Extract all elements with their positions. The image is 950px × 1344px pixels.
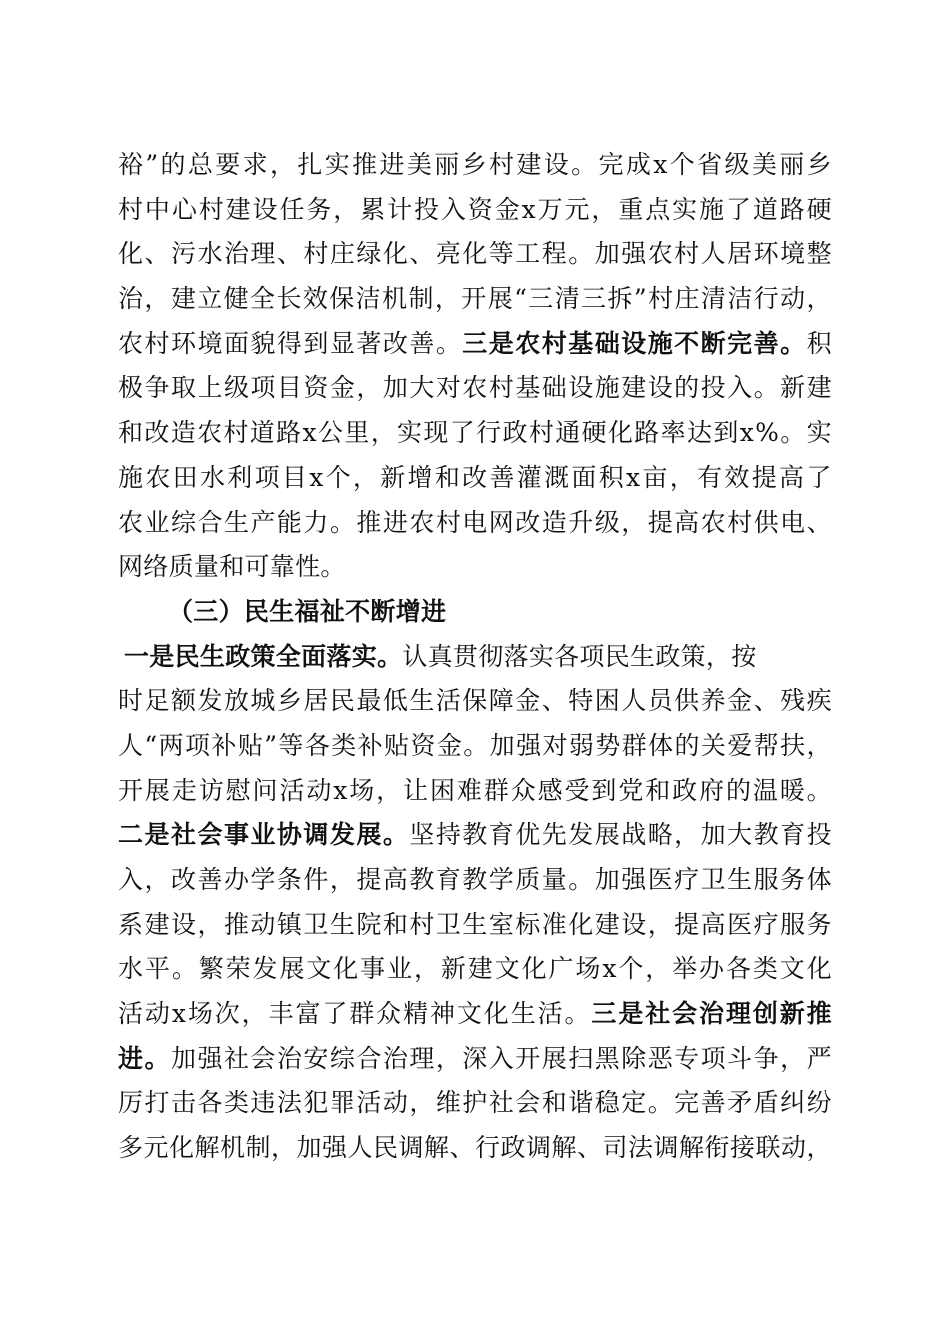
paragraph-line: 化 、 污 水 治 理 、 村 庄 绿 化 、 亮 化 等 工 程 。 加 强 农 村 人 居 环 境 整 [118,239,832,269]
paragraph-line [118,635,832,680]
document-body [118,143,832,1171]
paragraph-line: 极 争 取 上 级 项 目 资 金 ， 加 大 对 农 村 基 础 设 施 建 设 的 投 入 。 新 建 [118,373,832,403]
paragraph-line: 农 村 环 境 面 貌 得 到 显 著 改 善 。 三 是 农 村 基 础 设 施 不 断 完 善 。 积 [118,328,832,358]
paragraph-line: 二 是 社 会 事 业 协 调 发 展 。 坚 持 教 育 优 先 发 展 战 略 ， 加 大 教 育 投 [118,820,832,850]
text-run: 认真贯彻落实各项民生政策，按 [402,641,757,671]
paragraph-line: 村 中 心 村 建 设 任 务 ， 累 计 投 入 资 金 x 万 元 ， 重 点 实 施 了 道 路 硬 [118,194,832,224]
paragraph-line: 施 农 田 水 利 项 目 x 个 ， 新 增 和 改 善 灌 溉 面 积 x 亩 ， 有 效 提 高 了 [118,462,832,492]
text-run: 网络质量和可靠性。 [118,552,346,582]
paragraph-line: 裕 ” 的 总 要 求 ， 扎 实 推 进 美 丽 乡 村 建 设 。 完 成 x 个 省 级 美 丽 乡 [118,150,832,179]
paragraph-line: 开 展 走 访 慰 问 活 动 x 场 ， 让 困 难 群 众 感 受 到 党 和 政 府 的 温 暖 。 [118,775,832,805]
paragraph-line: 系 建 设 ， 推 动 镇 卫 生 院 和 村 卫 生 室 标 准 化 建 设 ， 提 高 医 疗 服 务 [118,909,832,939]
paragraph-line: 治 ， 建 立 健 全 长 效 保 洁 机 制 ， 开 展 “ 三 清 三 拆 ” 村 庄 清 洁 行 动 ， [118,284,832,314]
bold-lead-phrase: 一是民生政策全面落实。 [124,641,403,671]
paragraph-line: 水 平 。 繁 荣 发 展 文 化 事 业 ， 新 建 文 化 广 场 x 个 ， 举 办 各 类 文 化 [118,954,832,984]
paragraph-line: 多 元 化 解 机 制 ， 加 强 人 民 调 解 、 行 政 调 解 、 司 法 调 解 衔 接 联 动 ， [118,1133,832,1163]
paragraph-line: 厉 打 击 各 类 违 法 犯 罪 活 动 ， 维 护 社 会 和 谐 稳 定 。 完 善 矛 盾 纠 纷 [118,1088,832,1118]
paragraph-line: 人 “ 两 项 补 贴 ” 等 各 类 补 贴 资 金 。 加 强 对 弱 势 群 体 的 关 爱 帮 扶 ， [118,730,832,760]
bold-lead-phrase: （三）民生福祉不断增进 [168,596,447,626]
paragraph-line: 活 动 x 场 次 ， 丰 富 了 群 众 精 神 文 化 生 活 。 三 是 社 会 治 理 创 新 推 [118,999,832,1029]
paragraph-line: 进 。 加 强 社 会 治 安 综 合 治 理 ， 深 入 开 展 扫 黑 除 恶 专 项 斗 争 ， 严 [118,1043,832,1073]
section-heading [118,590,832,635]
paragraph-line: 和 改 造 农 村 道 路 x 公 里 ， 实 现 了 行 政 村 通 硬 化 路 率 达 到 x % 。 实 [118,418,832,448]
paragraph-line: 时 足 额 发 放 城 乡 居 民 最 低 生 活 保 障 金 、 特 困 人 员 供 养 金 、 残 疾 [118,686,832,716]
paragraph-line: 农 业 综 合 生 产 能 力 。 推 进 农 村 电 网 改 造 升 级 ， 提 高 农 村 供 电 、 [118,507,832,537]
paragraph-line: 入 ， 改 善 办 学 条 件 ， 提 高 教 育 教 学 质 量 。 加 强 医 疗 卫 生 服 务 体 [118,865,832,894]
paragraph-line [118,545,832,590]
